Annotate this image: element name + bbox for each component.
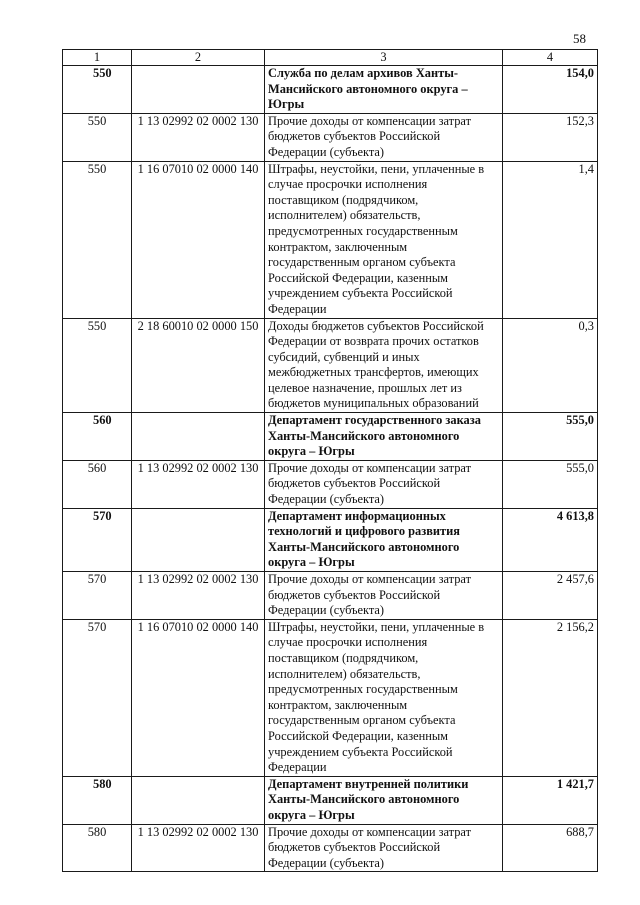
table-row	[63, 619, 598, 776]
amount-cell: 0,3	[503, 318, 598, 413]
revenue-name-cell: Прочие доходы от компенсации затрат бюджетов субъектов Российской Федерации (субъекта)	[265, 113, 503, 161]
admin-code-cell: 560	[63, 460, 132, 508]
revenue-code-cell: 1 13 02992 02 0002 130	[132, 460, 265, 508]
amount-cell: 555,0	[503, 413, 598, 461]
amount-cell: 2 156,2	[503, 619, 598, 776]
table-row	[63, 161, 598, 318]
table-row	[63, 66, 598, 114]
revenue-code-cell: 1 13 02992 02 0002 130	[132, 113, 265, 161]
revenue-name-cell: Прочие доходы от компенсации затрат бюджетов субъектов Российской Федерации (субъекта)	[265, 460, 503, 508]
revenue-name-cell: Прочие доходы от компенсации затрат бюджетов субъектов Российской Федерации (субъекта)	[265, 572, 503, 620]
revenue-code-cell	[132, 413, 265, 461]
admin-code-cell: 560	[63, 413, 132, 461]
amount-cell: 1,4	[503, 161, 598, 318]
revenue-code-cell: 1 16 07010 02 0000 140	[132, 619, 265, 776]
revenue-name-cell: Штрафы, неустойки, пени, уплаченные в случае просрочки исполнения поставщиком (подрядчиком, исполнителем) обязательств, предусмотренных государственным контрактом, заключенным государственным органом субъекта Российской Федерации, казенным учреждением субъекта Российской Федерации	[265, 619, 503, 776]
admin-code-cell: 570	[63, 619, 132, 776]
revenue-code-cell	[132, 508, 265, 571]
revenue-name-cell: Прочие доходы от компенсации затрат бюджетов субъектов Российской Федерации (субъекта)	[265, 824, 503, 872]
admin-code-cell: 570	[63, 508, 132, 571]
table-row	[63, 824, 598, 872]
table-row	[63, 460, 598, 508]
table-row	[63, 572, 598, 620]
table-row	[63, 776, 598, 824]
amount-cell: 152,3	[503, 113, 598, 161]
revenue-name-cell: Штрафы, неустойки, пени, уплаченные в случае просрочки исполнения поставщиком (подрядчиком, исполнителем) обязательств, предусмотренных государственным контрактом, заключенным государственным органом субъекта Российской Федерации, казенным учреждением субъекта Российской Федерации	[265, 161, 503, 318]
column-number-2: 2	[132, 50, 265, 66]
revenue-name-cell: Служба по делам архивов Ханты-Мансийского автономного округа – Югры	[265, 66, 503, 114]
table-body	[63, 66, 598, 872]
column-number-row	[63, 50, 598, 66]
admin-code-cell: 580	[63, 776, 132, 824]
amount-cell: 154,0	[503, 66, 598, 114]
table-row	[63, 113, 598, 161]
column-number-3: 3	[265, 50, 503, 66]
table-row	[63, 508, 598, 571]
amount-cell: 2 457,6	[503, 572, 598, 620]
table-row	[63, 318, 598, 413]
amount-cell: 555,0	[503, 460, 598, 508]
amount-cell: 1 421,7	[503, 776, 598, 824]
revenue-table	[62, 49, 598, 872]
amount-cell: 688,7	[503, 824, 598, 872]
revenue-code-cell	[132, 776, 265, 824]
revenue-code-cell: 1 16 07010 02 0000 140	[132, 161, 265, 318]
page-number: 58	[573, 31, 586, 46]
admin-code-cell: 550	[63, 161, 132, 318]
revenue-name-cell: Департамент государственного заказа Ханты-Мансийского автономного округа – Югры	[265, 413, 503, 461]
revenue-name-cell: Департамент информационных технологий и цифрового развития Ханты-Мансийского автономного округа – Югры	[265, 508, 503, 571]
column-number-4: 4	[503, 50, 598, 66]
amount-cell: 4 613,8	[503, 508, 598, 571]
admin-code-cell: 550	[63, 318, 132, 413]
admin-code-cell: 580	[63, 824, 132, 872]
admin-code-cell: 550	[63, 113, 132, 161]
revenue-code-cell: 2 18 60010 02 0000 150	[132, 318, 265, 413]
column-number-1: 1	[63, 50, 132, 66]
revenue-code-cell: 1 13 02992 02 0002 130	[132, 572, 265, 620]
revenue-code-cell: 1 13 02992 02 0002 130	[132, 824, 265, 872]
revenue-name-cell: Департамент внутренней политики Ханты-Мансийского автономного округа – Югры	[265, 776, 503, 824]
table-row	[63, 413, 598, 461]
revenue-name-cell: Доходы бюджетов субъектов Российской Федерации от возврата прочих остатков субсидий, субвенций и иных межбюджетных трансфертов, имеющих целевое назначение, прошлых лет из бюджетов муниципальных образований	[265, 318, 503, 413]
admin-code-cell: 570	[63, 572, 132, 620]
revenue-code-cell	[132, 66, 265, 114]
admin-code-cell: 550	[63, 66, 132, 114]
